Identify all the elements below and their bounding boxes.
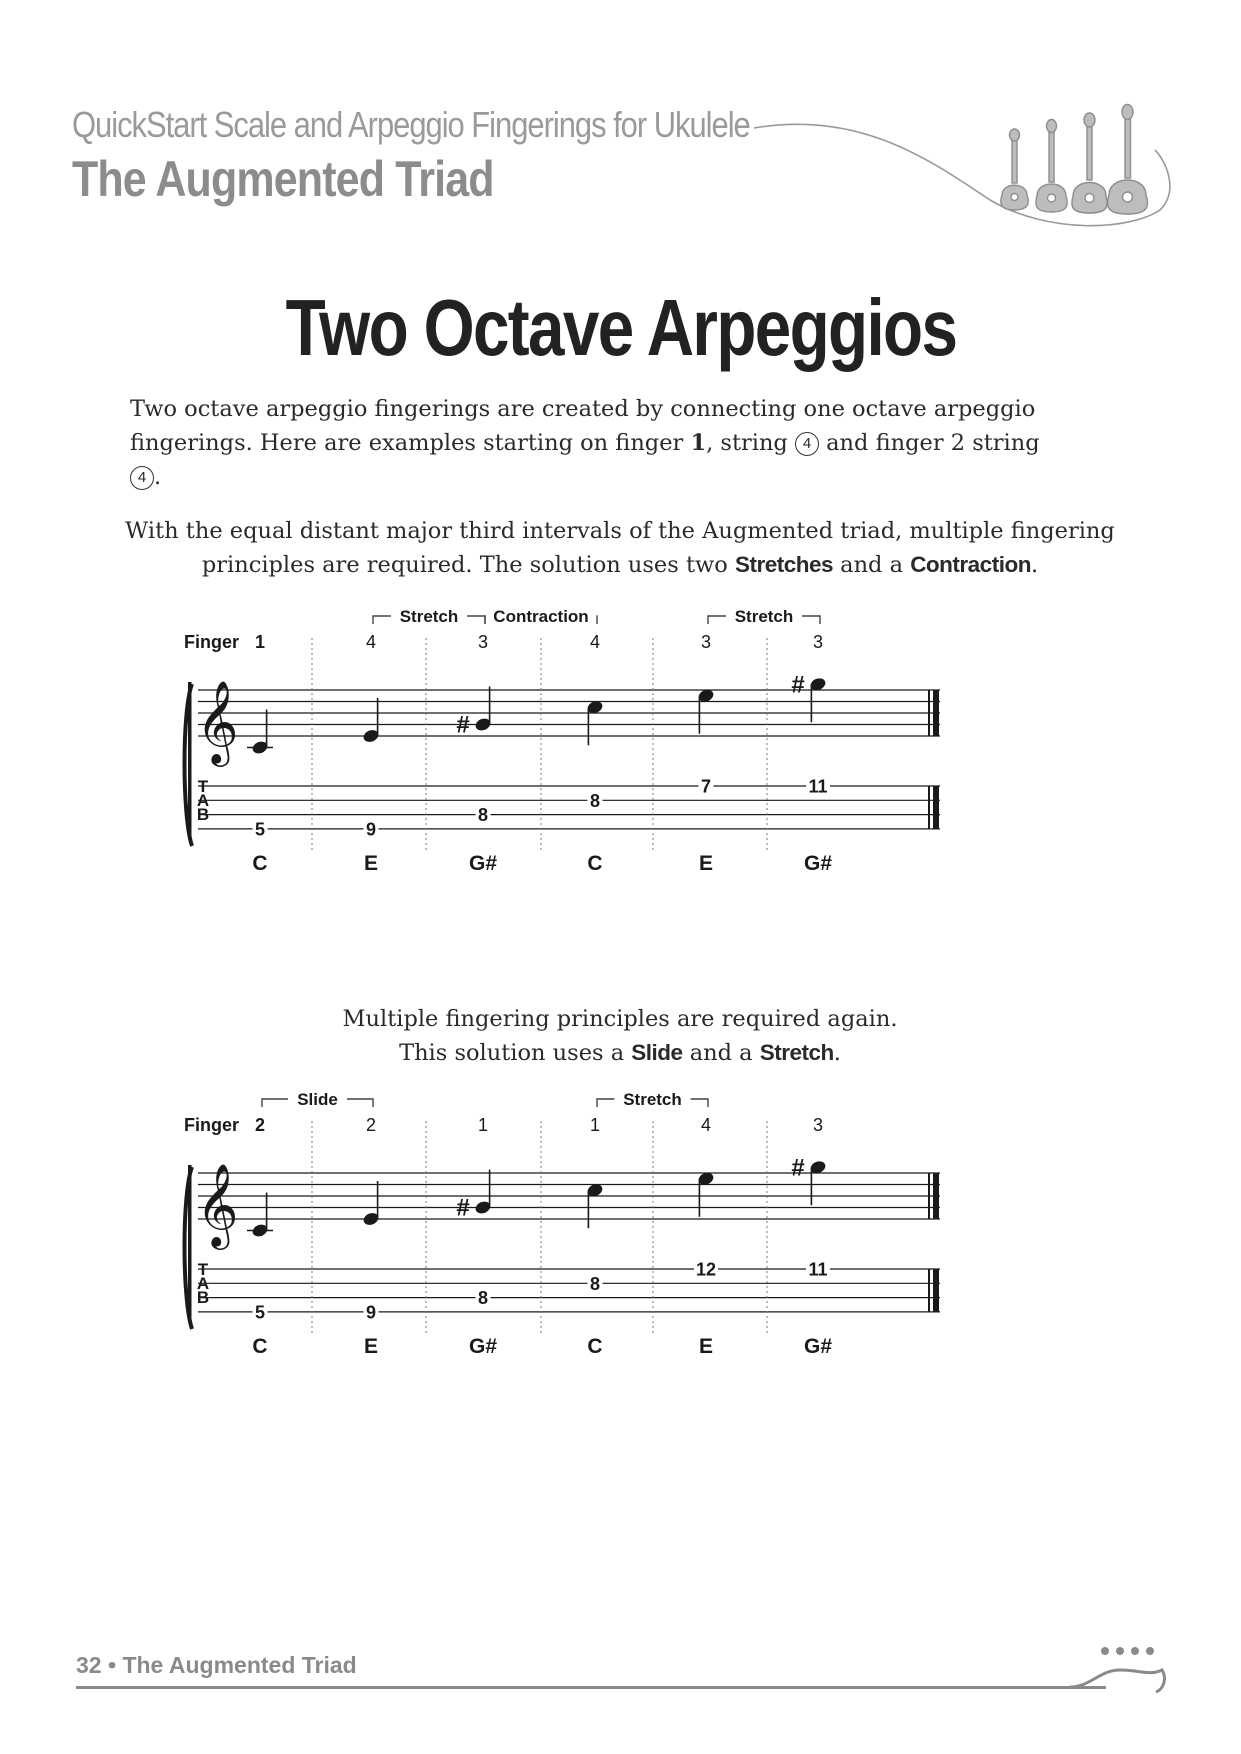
pitch-label: G# xyxy=(468,852,498,875)
tab-clef-letter: T xyxy=(197,1260,209,1279)
finger-number: 1 xyxy=(254,632,266,652)
tab-clef-letter: B xyxy=(196,805,210,824)
pitch-label: G# xyxy=(803,1335,833,1358)
tab-fret-number: 8 xyxy=(589,1273,601,1294)
tab-fret-number: 7 xyxy=(700,776,712,797)
fingering-principles-paragraph: With the equal distant major third intervals of the Augmented triad, multiple fingering principles are required. The solution uses two Stretches and a Contraction. xyxy=(125,518,1115,578)
pitch-label: C xyxy=(587,852,603,875)
pitch-label: C xyxy=(252,1335,268,1358)
page-number: 32 xyxy=(76,1652,102,1678)
treble-clef-icon: 𝄞 xyxy=(196,1162,239,1246)
tab-fret-number: 11 xyxy=(808,1259,828,1280)
bracket-label: Contraction xyxy=(493,607,589,626)
barline-thin xyxy=(928,1173,930,1219)
tab-fret-number: 9 xyxy=(365,1302,377,1323)
tab-fret-number: 5 xyxy=(254,1302,266,1323)
tab-clef-letter: T xyxy=(197,777,209,796)
pitch-label: E xyxy=(363,1335,379,1358)
second-example-paragraph: Multiple fingering principles are required again. This solution uses a Slide and a Stretch. xyxy=(342,1006,898,1066)
tab-fret-number: 8 xyxy=(477,1288,489,1309)
pitch-label: C xyxy=(587,1335,603,1358)
tab-clef-letter: B xyxy=(196,1288,210,1307)
string-number-circle: 4 xyxy=(130,466,154,490)
treble-clef-icon: 𝄞 xyxy=(196,679,239,763)
page-title: Two Octave Arpeggios xyxy=(285,283,956,372)
barline-thick xyxy=(933,786,939,829)
barline-thick xyxy=(933,1173,939,1219)
pitch-label: G# xyxy=(468,1335,498,1358)
pitch-label: E xyxy=(698,852,714,875)
chapter-title: The Augmented Triad xyxy=(72,151,494,207)
series-title: QuickStart Scale and Arpeggio Fingerings for Ukulele xyxy=(72,104,750,145)
pitch-label: G# xyxy=(803,852,833,875)
sharp-sign: # xyxy=(456,1194,470,1222)
tab-fret-number: 8 xyxy=(477,805,489,826)
barline-thin xyxy=(928,690,930,736)
footer-ornament xyxy=(1070,1640,1170,1700)
bracket-label: Stretch xyxy=(399,607,459,626)
ukulele-icon xyxy=(1001,129,1028,210)
tab-fret-number: 11 xyxy=(808,776,828,797)
ukulele-icon xyxy=(1036,120,1067,213)
finger-row-label: Finger xyxy=(184,1115,240,1135)
barline-thin xyxy=(928,1269,930,1312)
finger-number: 1 xyxy=(589,1115,601,1135)
sharp-sign: # xyxy=(791,671,805,699)
finger-number: 1 xyxy=(477,1115,489,1135)
arpeggio-example-1 xyxy=(180,600,1080,940)
barline-thin xyxy=(928,786,930,829)
ukulele-icon xyxy=(1072,113,1107,213)
sharp-sign: # xyxy=(791,1154,805,1182)
finger-number: 3 xyxy=(812,1115,824,1135)
pitch-label: E xyxy=(698,1335,714,1358)
tab-fret-number: 9 xyxy=(365,819,377,840)
pitch-label: E xyxy=(363,852,379,875)
tab-fret-number: 5 xyxy=(254,819,266,840)
string-number-circle: 4 xyxy=(795,432,819,456)
header-decoration xyxy=(740,100,1180,240)
finger-number: 3 xyxy=(700,632,712,652)
bracket-label: Stretch xyxy=(623,1090,682,1109)
arpeggio-example-2 xyxy=(180,1083,1080,1423)
finger-number: 2 xyxy=(254,1115,266,1135)
ukulele-icon xyxy=(1107,105,1147,215)
finger-number: 4 xyxy=(589,632,601,652)
tab-clef-letter: A xyxy=(196,791,210,810)
footer-divider xyxy=(76,1686,1106,1689)
tab-fret-number: 8 xyxy=(589,790,601,811)
bracket-label: Stretch xyxy=(734,607,794,626)
finger-number: 3 xyxy=(812,632,824,652)
system-bar xyxy=(188,1165,192,1318)
bracket-label: Slide xyxy=(297,1090,338,1109)
finger-number: 2 xyxy=(365,1115,377,1135)
finger-row-label: Finger xyxy=(184,632,240,652)
footer-label: 32 • The Augmented Triad xyxy=(76,1652,357,1678)
footer-section: The Augmented Triad xyxy=(122,1652,357,1678)
finger-number: 3 xyxy=(477,632,489,652)
finger-number: 4 xyxy=(365,632,377,652)
barline-thick xyxy=(933,1269,939,1312)
system-bar xyxy=(188,682,192,835)
barline-thick xyxy=(933,690,939,736)
tab-clef-letter: A xyxy=(196,1274,210,1293)
pitch-label: C xyxy=(252,852,268,875)
intro-paragraph: Two octave arpeggio fingerings are created by connecting one octave arpeggio fingerings. Here are examples starting on finger 1, string 4 and finger 2 string 4 . xyxy=(130,396,1040,490)
finger-number: 4 xyxy=(700,1115,712,1135)
tab-fret-number: 12 xyxy=(695,1259,717,1280)
sharp-sign: # xyxy=(456,711,470,739)
